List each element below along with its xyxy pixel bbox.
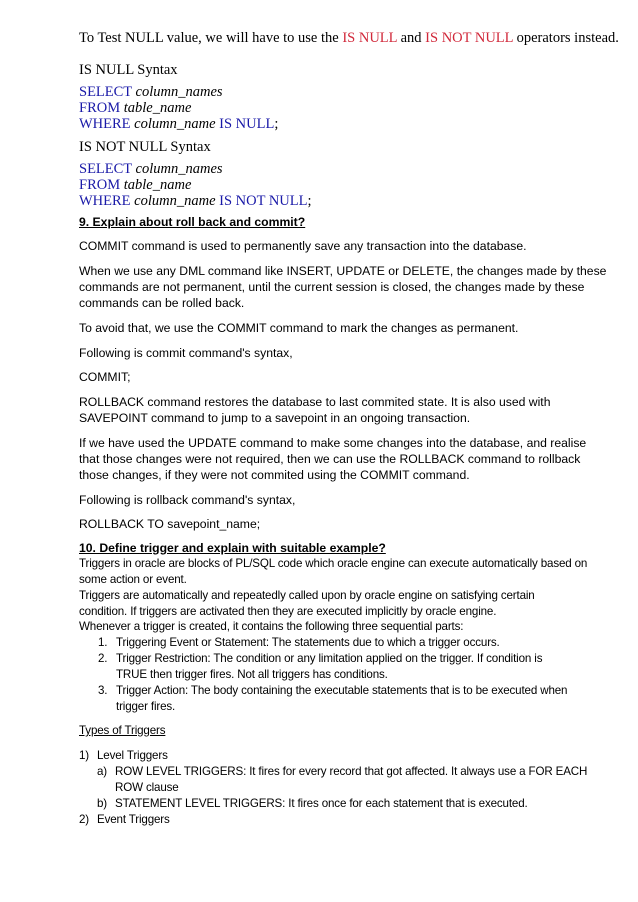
list-item-text: Event Triggers [97,813,170,826]
q9-paragraph-rollback-syntax: Following is rollback command's syntax, [79,493,296,507]
is-null-where-line [79,116,278,133]
list-number: 1) [79,749,90,762]
where-keyword: WHERE [79,193,131,209]
is-null-from-line [79,100,191,117]
list-number: 2) [79,813,90,826]
list-letter: a) [97,765,108,778]
q10-line1: Triggers in oracle are blocks of PL/SQL code which oracle engine can execute automatically based on [79,557,588,570]
intro-text-end: operators instead. [512,30,619,46]
trigger-type-1a [97,765,587,778]
list-item-text: Level Triggers [97,749,168,762]
from-arg: table_name [123,177,192,193]
is-not-null-where-line [79,193,312,210]
trigger-type-1b [97,797,528,810]
q9-paragraph-update-line2: that those changes were not required, then we can use the ROLLBACK command to rollback [79,452,581,466]
q10-line5: Whenever a trigger is created, it contains the following three sequential parts: [79,620,464,633]
trigger-type-1a-continued: ROW clause [115,781,179,794]
from-arg: table_name [123,100,192,116]
is-not-null-select-line [79,161,223,178]
select-keyword: SELECT [79,161,132,177]
q10-heading: 10. Define trigger and explain with suitable example? [79,541,386,555]
q9-heading: 9. Explain about roll back and commit? [79,215,306,229]
q9-commit-statement: COMMIT; [79,370,131,384]
is-null-keyword: IS NULL [342,30,397,46]
intro-and: and [396,30,426,46]
q9-paragraph-commit-syntax: Following is commit command's syntax, [79,346,293,360]
q9-paragraph-commit: COMMIT command is used to permanently save any transaction into the database. [79,239,527,253]
list-letter: b) [97,797,108,810]
intro-text: To Test NULL value, we will have to use the [79,30,343,46]
trigger-type-1 [79,749,168,762]
q9-paragraph-dml-line2: commands are not permanent, until the current session is closed, the changes made by these [79,280,585,294]
is-not-null-syntax-heading: IS NOT NULL Syntax [79,139,211,155]
list-number: 2. [98,652,108,665]
q10-line3: Triggers are automatically and repeatedly called upon by oracle engine on satisfying certain [79,589,535,602]
q9-paragraph-rollback-line1: ROLLBACK command restores the database to last commited state. It is also used with [79,395,551,409]
q9-rollback-statement: ROLLBACK TO savepoint_name; [79,517,261,531]
q9-paragraph-update-line1: If we have used the UPDATE command to make some changes into the database, and realise [79,436,587,450]
q10-line4: condition. If triggers are activated then they are executed implicitly by oracle engine. [79,605,497,618]
list-item-text: ROW LEVEL TRIGGERS: It fires for every record that got affected. It always use a FOR EACH [115,765,588,778]
is-null-select-line [79,84,223,101]
semicolon: ; [307,193,312,209]
intro-paragraph [79,30,619,47]
trigger-part-3 [98,684,567,697]
list-item-text: Trigger Restriction: The condition or any limitation applied on the trigger. If condition is [116,652,543,665]
is-not-null-from-line [79,177,191,194]
q9-paragraph-avoid: To avoid that, we use the COMMIT command to mark the changes as permanent. [79,321,519,335]
from-keyword: FROM [79,100,121,116]
trigger-part-1 [98,636,500,649]
condition-keyword: IS NULL [219,116,275,132]
q9-paragraph-update-line3: those changes, if they were not commited using the COMMIT command. [79,468,470,482]
select-keyword: SELECT [79,84,132,100]
select-arg: column_names [135,84,223,100]
condition-keyword: IS NOT NULL [219,193,308,209]
list-item-text: Trigger Action: The body containing the executable statements that is to be executed when [116,684,568,697]
trigger-part-3-continued: trigger fires. [116,700,176,713]
q9-paragraph-dml-line3: commands can be rolled back. [79,296,245,310]
is-null-syntax-heading: IS NULL Syntax [79,62,178,78]
q9-paragraph-dml-line1: When we use any DML command like INSERT, UPDATE or DELETE, the changes made by these [79,264,607,278]
q10-line2: some action or event. [79,573,187,586]
trigger-type-2 [79,813,170,826]
where-arg: column_name [134,193,216,209]
where-keyword: WHERE [79,116,131,132]
q9-paragraph-rollback-line2: SAVEPOINT command to jump to a savepoint in an ongoing transaction. [79,411,471,425]
where-arg: column_name [134,116,216,132]
select-arg: column_names [135,161,223,177]
list-item-text: STATEMENT LEVEL TRIGGERS: It fires once for each statement that is executed. [115,797,528,810]
is-not-null-keyword: IS NOT NULL [425,30,513,46]
types-of-triggers-heading: Types of Triggers [79,724,166,737]
list-item-text: Triggering Event or Statement: The statements due to which a trigger occurs. [116,636,500,649]
from-keyword: FROM [79,177,121,193]
list-number: 3. [98,684,108,697]
list-number: 1. [98,636,108,649]
trigger-part-2-continued: TRUE then trigger fires. Not all triggers has conditions. [116,668,388,681]
semicolon: ; [274,116,279,132]
trigger-part-2 [98,652,542,665]
